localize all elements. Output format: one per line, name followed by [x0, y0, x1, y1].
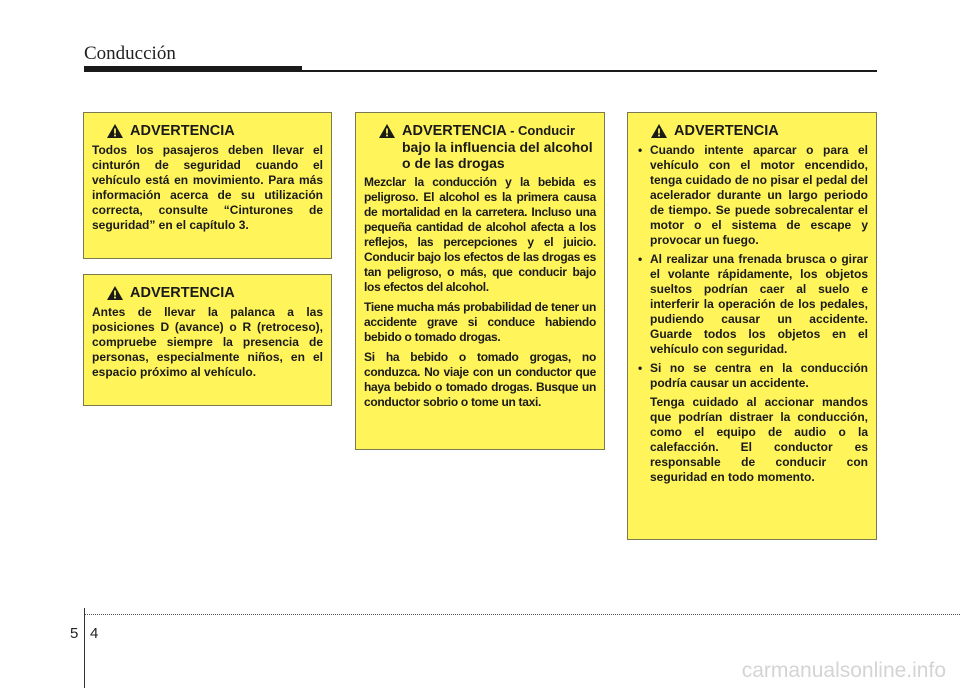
warning-title: ADVERTENCIA — [402, 123, 507, 139]
list-item — [636, 143, 868, 248]
warning-paragraph: Mezclar la conducción y la bebida es peligroso. El alcohol es la primera causa de mortalidad en la carretera. Incluso una pequeña cantidad de alcohol afecta a los reflejos, las percepciones y el juicio. Conducir bajo los efectos de las drogas es tan peligroso, o más, que conducir bajo los efectos del alcohol. — [364, 175, 596, 294]
warning-title: ADVERTENCIA — [130, 285, 235, 301]
section-title: Conducción — [84, 43, 176, 64]
list-item — [636, 361, 868, 485]
page-number-divider — [84, 608, 85, 688]
warning-list — [636, 143, 868, 485]
page-number: 4 — [90, 625, 99, 642]
warning-body — [364, 175, 596, 410]
warning-text: Todos los pasajeros deben llevar el cinturón de seguridad cuando el vehículo está en movimiento. Para más información acerca de su utilización correcta, consulte “Cinturones de seguridad” en el capítulo 3. — [92, 143, 323, 232]
warning-subtitle: - Conducir — [510, 123, 576, 138]
warning-box-gear-lever — [83, 274, 332, 406]
warning-triangle-icon — [650, 123, 668, 139]
warning-title: ADVERTENCIA — [130, 123, 235, 139]
warning-title: ADVERTENCIA — [674, 123, 779, 139]
warning-triangle-icon — [106, 123, 124, 139]
warning-box-driving-safety — [627, 112, 877, 540]
list-item-text: Si no se centra en la conducción podría causar un accidente. — [650, 361, 868, 390]
warning-body — [92, 143, 323, 233]
warning-paragraph: Tiene mucha más probabilidad de tener un accidente grave si conduce habiendo bebido o tomado drogas. — [364, 300, 596, 344]
warning-header — [106, 123, 323, 139]
section-number: 5 — [70, 625, 79, 642]
warning-header — [378, 123, 596, 171]
warning-header — [106, 285, 323, 301]
list-item-text: Cuando intente aparcar o para el vehículo con el motor encendido, tenga cuidado de no pisar el pedal del acelerador durante un largo periodo de tiempo. Se puede sobrecalentar el motor o el sistema de escape y provocar un fuego. — [650, 143, 868, 247]
warning-triangle-icon — [378, 123, 396, 139]
header-bar — [84, 66, 302, 72]
warning-triangle-icon — [106, 285, 124, 301]
warning-header — [650, 123, 868, 139]
warning-box-alcohol-drugs — [355, 112, 605, 450]
list-item-text: Al realizar una frenada brusca o girar el volante rápidamente, los objetos sueltos podrían caer al suelo e interferir la operación de los pedales, pudiendo causar un accidente. Guarde todos los objetos en el vehículo con seguridad. — [650, 252, 868, 356]
list-item-extra-text: Tenga cuidado al accionar mandos que podrían distraer la conducción, como el equipo de audio o la calefacción. El conductor es responsable de conducir con seguridad en todo momento. — [650, 395, 868, 484]
warning-box-seatbelts — [83, 112, 332, 259]
warning-subtitle-rest: bajo la influencia del alcohol o de las drogas — [402, 139, 593, 171]
warning-body — [636, 143, 868, 485]
warning-body — [92, 305, 323, 380]
footer-dotted-line — [84, 614, 960, 615]
warning-paragraph: Si ha bebido o tomado grogas, no conduzca. No viaje con un conductor que haya bebido o tomado drogas. Busque un conductor sobrio o tome un taxi. — [364, 350, 596, 409]
list-item — [636, 252, 868, 357]
warning-text: Antes de llevar la palanca a las posiciones D (avance) o R (retroceso), compruebe siempre la presencia de personas, especialmente niños, en el espacio próximo al vehículo. — [92, 305, 323, 379]
header-rule — [300, 70, 877, 72]
watermark: carmanualsonline.info — [741, 659, 946, 682]
